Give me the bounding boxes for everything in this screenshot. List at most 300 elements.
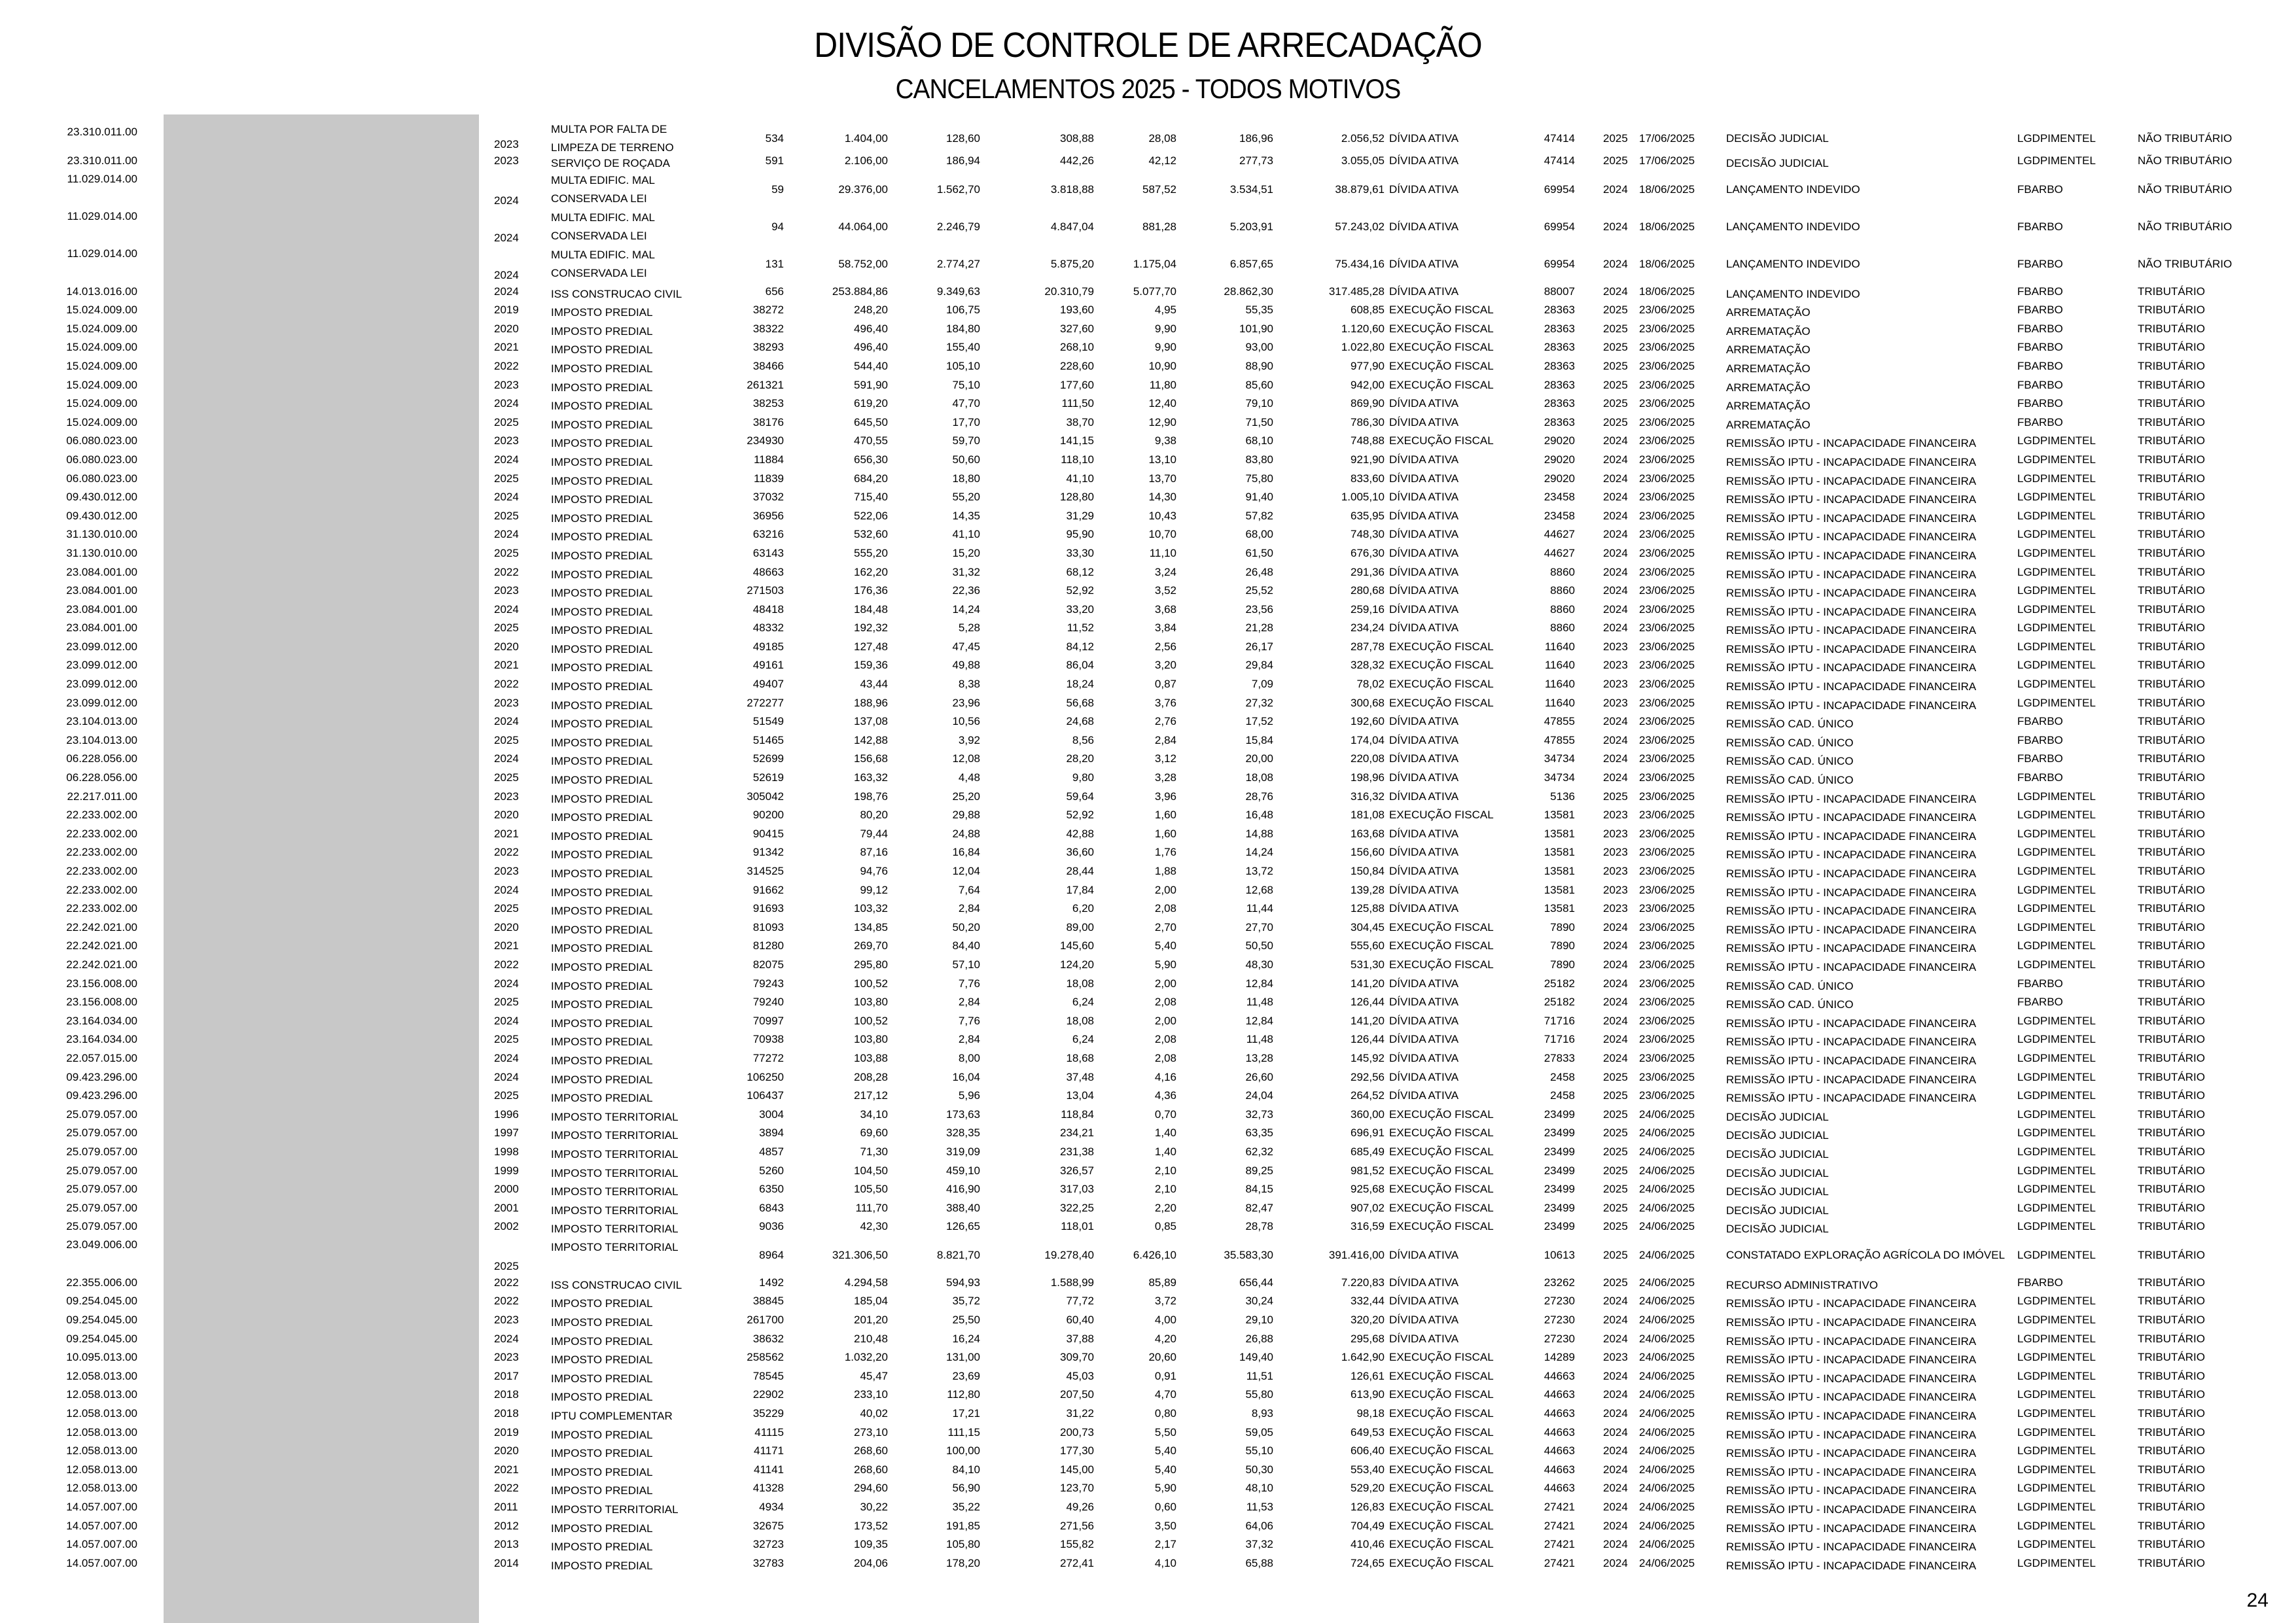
cancel-reason: REMISSÃO IPTU - INCAPACIDADE FINANCEIRA bbox=[1726, 1465, 1977, 1478]
user-name: LGDPIMENTEL bbox=[2017, 1501, 2096, 1513]
tax-year: 2025 bbox=[494, 415, 519, 428]
total-value: 529,20 bbox=[1351, 1482, 1385, 1495]
other-value: 14,24 bbox=[1245, 846, 1273, 859]
other-value: 91,40 bbox=[1245, 491, 1273, 504]
process-number: 47414 bbox=[1544, 131, 1575, 145]
fine-value: 0,87 bbox=[1154, 678, 1176, 691]
user-name: FBARBO bbox=[2017, 715, 2063, 728]
table-row bbox=[0, 526, 2296, 545]
fine-value: 881,28 bbox=[1142, 220, 1176, 234]
process-year: 2023 bbox=[1603, 1351, 1628, 1364]
process-number: 23499 bbox=[1544, 1183, 1575, 1196]
process-year: 2025 bbox=[1603, 341, 1628, 354]
other-value: 149,40 bbox=[1239, 1351, 1273, 1364]
process-number: 29020 bbox=[1544, 453, 1575, 466]
table-row bbox=[0, 1536, 2296, 1555]
situation: EXECUÇÃO FISCAL bbox=[1389, 1388, 1494, 1401]
cancel-date: 23/06/2025 bbox=[1639, 584, 1695, 597]
process-number: 23499 bbox=[1544, 1108, 1575, 1121]
revenue-type: TRIBUTÁRIO bbox=[2138, 1201, 2205, 1214]
other-value: 17,52 bbox=[1245, 715, 1273, 728]
fine-value: 587,52 bbox=[1142, 183, 1176, 196]
cancel-date: 23/06/2025 bbox=[1639, 865, 1695, 877]
principal-value: 99,12 bbox=[860, 883, 888, 896]
cancel-date: 23/06/2025 bbox=[1639, 790, 1695, 803]
other-value: 30,24 bbox=[1245, 1295, 1273, 1308]
cancel-reason: REMISSÃO CAD. ÚNICO bbox=[1726, 718, 1854, 731]
principal-value: 176,36 bbox=[854, 584, 888, 597]
tax-year: 2021 bbox=[494, 1463, 519, 1476]
revenue-type: TRIBUTÁRIO bbox=[2138, 771, 2205, 784]
property-id: 11.029.014.00 bbox=[67, 247, 137, 260]
fine-value: 1,40 bbox=[1154, 1126, 1176, 1140]
cancel-date: 24/06/2025 bbox=[1639, 1482, 1695, 1495]
cancel-reason: REMISSÃO IPTU - INCAPACIDADE FINANCEIRA bbox=[1726, 811, 1977, 824]
interest-value: 111,15 bbox=[947, 1425, 980, 1439]
fine-value: 5,40 bbox=[1154, 1444, 1176, 1457]
tax-description: IMPOSTO PREDIAL bbox=[551, 306, 653, 319]
interest-value: 24,88 bbox=[952, 827, 980, 840]
property-id: 23.156.008.00 bbox=[66, 996, 137, 1009]
interest-value: 47,45 bbox=[952, 640, 980, 653]
fine-value: 10,90 bbox=[1148, 359, 1176, 372]
table-row bbox=[0, 358, 2296, 377]
launch-number: 48332 bbox=[752, 621, 784, 635]
user-name: LGDPIMENTEL bbox=[2017, 696, 2096, 709]
process-year: 2024 bbox=[1603, 1388, 1628, 1401]
fine-value: 85,89 bbox=[1148, 1276, 1176, 1289]
process-year: 2024 bbox=[1603, 546, 1628, 559]
tax-year: 2021 bbox=[494, 827, 519, 840]
property-id: 23.156.008.00 bbox=[66, 977, 137, 990]
revenue-type: TRIBUTÁRIO bbox=[2138, 602, 2205, 616]
process-year: 2024 bbox=[1603, 752, 1628, 765]
revenue-type: TRIBUTÁRIO bbox=[2138, 827, 2205, 840]
situation: DÍVIDA ATIVA bbox=[1389, 285, 1459, 298]
tax-description: IMPOSTO PREDIAL bbox=[551, 381, 653, 394]
total-value: 1.022,80 bbox=[1341, 341, 1385, 354]
other-value: 656,44 bbox=[1239, 1276, 1273, 1289]
process-number: 8860 bbox=[1550, 565, 1575, 578]
correction-value: 52,92 bbox=[1066, 809, 1094, 822]
property-id: 09.430.012.00 bbox=[66, 491, 137, 504]
tax-description: IMPOSTO PREDIAL bbox=[551, 923, 653, 936]
fine-value: 2,08 bbox=[1154, 902, 1176, 915]
process-year: 2024 bbox=[1603, 453, 1628, 466]
interest-value: 16,84 bbox=[952, 846, 980, 859]
other-value: 55,80 bbox=[1245, 1388, 1273, 1401]
tax-description: IMPOSTO PREDIAL bbox=[551, 829, 653, 843]
total-value: 316,59 bbox=[1351, 1220, 1385, 1233]
fine-value: 2,76 bbox=[1154, 715, 1176, 728]
revenue-type: TRIBUTÁRIO bbox=[2138, 509, 2205, 522]
process-year: 2025 bbox=[1603, 1220, 1628, 1233]
principal-value: 142,88 bbox=[854, 733, 888, 746]
process-number: 27421 bbox=[1544, 1519, 1575, 1532]
tax-description: IPTU COMPLEMENTAR bbox=[551, 1410, 673, 1423]
cancel-date: 24/06/2025 bbox=[1639, 1332, 1695, 1345]
user-name: LGDPIMENTEL bbox=[2017, 1407, 2096, 1420]
cancel-date: 18/06/2025 bbox=[1639, 183, 1695, 196]
property-id: 25.079.057.00 bbox=[66, 1201, 137, 1214]
correction-value: 145,00 bbox=[1060, 1463, 1094, 1476]
process-year: 2025 bbox=[1603, 1249, 1628, 1262]
correction-value: 272,41 bbox=[1060, 1556, 1094, 1569]
cancel-reason: DECISÃO JUDICIAL bbox=[1726, 1110, 1829, 1123]
correction-value: 1.588,99 bbox=[1050, 1276, 1094, 1289]
interest-value: 75,10 bbox=[952, 378, 980, 391]
tax-description: IMPOSTO PREDIAL bbox=[551, 1428, 653, 1441]
process-number: 2458 bbox=[1550, 1089, 1575, 1102]
launch-number: 35229 bbox=[752, 1407, 784, 1420]
tax-description: IMPOSTO PREDIAL bbox=[551, 1391, 653, 1404]
interest-value: 100,00 bbox=[946, 1444, 980, 1457]
total-value: 163,68 bbox=[1351, 827, 1385, 840]
interest-value: 2.774,27 bbox=[936, 258, 980, 271]
cancel-date: 23/06/2025 bbox=[1639, 752, 1695, 765]
launch-number: 41115 bbox=[754, 1425, 784, 1439]
property-id: 22.242.021.00 bbox=[66, 958, 137, 971]
property-id: 22.242.021.00 bbox=[66, 939, 137, 952]
principal-value: 134,85 bbox=[854, 920, 888, 934]
revenue-type: TRIBUTÁRIO bbox=[2138, 434, 2205, 447]
launch-number: 305042 bbox=[747, 790, 784, 803]
cancel-date: 24/06/2025 bbox=[1639, 1538, 1695, 1551]
process-number: 25182 bbox=[1544, 977, 1575, 990]
cancel-reason: REMISSÃO IPTU - INCAPACIDADE FINANCEIRA bbox=[1726, 1353, 1977, 1367]
process-number: 47855 bbox=[1544, 733, 1575, 746]
property-id: 06.080.023.00 bbox=[66, 453, 137, 466]
interest-value: 9.349,63 bbox=[936, 285, 980, 298]
fine-value: 4,36 bbox=[1154, 1089, 1176, 1102]
correction-value: 56,68 bbox=[1066, 696, 1094, 709]
process-number: 11640 bbox=[1544, 696, 1575, 709]
correction-value: 86,04 bbox=[1066, 659, 1094, 672]
cancel-date: 23/06/2025 bbox=[1639, 1051, 1695, 1064]
process-number: 25182 bbox=[1544, 996, 1575, 1009]
interest-value: 319,09 bbox=[946, 1145, 980, 1158]
property-id: 12.058.013.00 bbox=[66, 1407, 137, 1420]
fine-value: 2,08 bbox=[1154, 1033, 1176, 1046]
revenue-type: TRIBUTÁRIO bbox=[2138, 1369, 2205, 1382]
cancel-reason: REMISSÃO IPTU - INCAPACIDADE FINANCEIRA bbox=[1726, 605, 1977, 618]
interest-value: 4,48 bbox=[958, 771, 980, 784]
total-value: 280,68 bbox=[1351, 584, 1385, 597]
situation: DÍVIDA ATIVA bbox=[1389, 1089, 1459, 1102]
correction-value: 41,10 bbox=[1066, 472, 1094, 485]
interest-value: 5,28 bbox=[958, 621, 980, 635]
table-row bbox=[0, 1461, 2296, 1480]
process-year: 2024 bbox=[1603, 1295, 1628, 1308]
cancel-reason: REMISSÃO IPTU - INCAPACIDADE FINANCEIRA bbox=[1726, 1484, 1977, 1497]
principal-value: 217,12 bbox=[854, 1089, 888, 1102]
user-name: LGDPIMENTEL bbox=[2017, 1444, 2096, 1457]
table-row bbox=[0, 863, 2296, 882]
total-value: 75.434,16 bbox=[1335, 258, 1385, 271]
situation: DÍVIDA ATIVA bbox=[1389, 827, 1459, 840]
user-name: LGDPIMENTEL bbox=[2017, 790, 2096, 803]
correction-value: 31,29 bbox=[1066, 509, 1094, 522]
table-row bbox=[0, 919, 2296, 938]
fine-value: 4,20 bbox=[1154, 1332, 1176, 1345]
user-name: FBARBO bbox=[2017, 304, 2063, 317]
fine-value: 20,60 bbox=[1148, 1351, 1176, 1364]
tax-description: IMPOSTO PREDIAL bbox=[551, 736, 653, 749]
property-id: 06.080.023.00 bbox=[66, 472, 137, 485]
total-value: 1.120,60 bbox=[1341, 322, 1385, 335]
fine-value: 11,10 bbox=[1149, 546, 1176, 559]
principal-value: 268,60 bbox=[854, 1463, 888, 1476]
process-year: 2024 bbox=[1603, 1463, 1628, 1476]
tax-year: 2020 bbox=[494, 920, 519, 934]
total-value: 724,65 bbox=[1351, 1556, 1385, 1569]
property-id: 22.233.002.00 bbox=[66, 865, 137, 877]
cancel-reason: REMISSÃO IPTU - INCAPACIDADE FINANCEIRA bbox=[1726, 1316, 1977, 1329]
correction-value: 123,70 bbox=[1060, 1482, 1094, 1495]
cancel-reason: REMISSÃO IPTU - INCAPACIDADE FINANCEIRA bbox=[1726, 1036, 1977, 1049]
cancel-reason: REMISSÃO IPTU - INCAPACIDADE FINANCEIRA bbox=[1726, 923, 1977, 936]
tax-year: 2025 bbox=[494, 472, 519, 485]
correction-value: 268,10 bbox=[1060, 341, 1094, 354]
launch-number: 36956 bbox=[752, 509, 784, 522]
other-value: 68,10 bbox=[1245, 434, 1273, 447]
cancel-reason: REMISSÃO CAD. ÚNICO bbox=[1726, 998, 1854, 1011]
other-value: 89,25 bbox=[1245, 1164, 1273, 1177]
launch-number: 81093 bbox=[752, 920, 784, 934]
user-name: LGDPIMENTEL bbox=[2017, 1164, 2096, 1177]
table-row bbox=[0, 713, 2296, 732]
table-row bbox=[0, 1274, 2296, 1293]
launch-number: 70938 bbox=[752, 1033, 784, 1046]
tax-description: IMPOSTO PREDIAL bbox=[551, 792, 653, 805]
interest-value: 7,76 bbox=[958, 1014, 980, 1027]
principal-value: 233,10 bbox=[854, 1388, 888, 1401]
tax-description: IMPOSTO PREDIAL bbox=[551, 587, 653, 600]
tax-year: 2024 bbox=[494, 752, 519, 765]
user-name: FBARBO bbox=[2017, 996, 2063, 1009]
total-value: 264,52 bbox=[1351, 1089, 1385, 1102]
cancel-reason: REMISSÃO IPTU - INCAPACIDADE FINANCEIRA bbox=[1726, 680, 1977, 693]
other-value: 57,82 bbox=[1245, 509, 1273, 522]
process-number: 10613 bbox=[1544, 1249, 1575, 1262]
interest-value: 388,40 bbox=[946, 1201, 980, 1214]
other-value: 62,32 bbox=[1245, 1145, 1273, 1158]
launch-number: 49161 bbox=[752, 659, 784, 672]
process-number: 11640 bbox=[1544, 640, 1575, 653]
process-year: 2024 bbox=[1603, 1051, 1628, 1064]
launch-number: 5260 bbox=[759, 1164, 784, 1177]
process-number: 23499 bbox=[1544, 1220, 1575, 1233]
tax-description: IMPOSTO PREDIAL bbox=[551, 1522, 653, 1535]
launch-number: 51465 bbox=[752, 733, 784, 746]
launch-number: 94 bbox=[771, 220, 784, 234]
revenue-type: TRIBUTÁRIO bbox=[2138, 341, 2205, 354]
interest-value: 186,94 bbox=[946, 154, 980, 167]
launch-number: 79243 bbox=[752, 977, 784, 990]
other-value: 16,48 bbox=[1245, 809, 1273, 822]
fine-value: 2,10 bbox=[1154, 1183, 1176, 1196]
revenue-type: TRIBUTÁRIO bbox=[2138, 285, 2205, 298]
cancel-reason: REMISSÃO IPTU - INCAPACIDADE FINANCEIRA bbox=[1726, 661, 1977, 674]
cancel-date: 23/06/2025 bbox=[1639, 977, 1695, 990]
property-id: 15.024.009.00 bbox=[66, 359, 137, 372]
table-row bbox=[0, 826, 2296, 845]
tax-description: IMPOSTO PREDIAL bbox=[551, 867, 653, 880]
correction-value: 207,50 bbox=[1060, 1388, 1094, 1401]
tax-year: 2024 bbox=[494, 453, 519, 466]
cancel-date: 18/06/2025 bbox=[1639, 220, 1695, 234]
principal-value: 532,60 bbox=[854, 528, 888, 541]
table-row bbox=[0, 451, 2296, 470]
interest-value: 12,08 bbox=[952, 752, 980, 765]
process-year: 2024 bbox=[1603, 771, 1628, 784]
tax-year: 2022 bbox=[494, 1276, 519, 1289]
fine-value: 28,08 bbox=[1148, 131, 1176, 145]
situation: DÍVIDA ATIVA bbox=[1389, 865, 1459, 877]
user-name: LGDPIMENTEL bbox=[2017, 509, 2096, 522]
cancel-reason: LANÇAMENTO INDEVIDO bbox=[1726, 258, 1860, 271]
tax-description: IMPOSTO PREDIAL bbox=[551, 1541, 653, 1554]
tax-year: 2023 bbox=[494, 434, 519, 447]
property-id: 23.310.011.00 bbox=[67, 126, 137, 138]
process-number: 7890 bbox=[1550, 939, 1575, 952]
tax-year: 2024 bbox=[494, 268, 519, 281]
revenue-type: TRIBUTÁRIO bbox=[2138, 696, 2205, 709]
situation: EXECUÇÃO FISCAL bbox=[1389, 322, 1494, 335]
launch-number: 234930 bbox=[747, 434, 784, 447]
launch-number: 106437 bbox=[747, 1089, 784, 1102]
launch-number: 41141 bbox=[753, 1463, 784, 1476]
principal-value: 87,16 bbox=[860, 846, 888, 859]
interest-value: 10,56 bbox=[952, 715, 980, 728]
total-value: 141,20 bbox=[1351, 1014, 1385, 1027]
cancel-reason: REMISSÃO IPTU - INCAPACIDADE FINANCEIRA bbox=[1726, 829, 1977, 843]
cancel-date: 24/06/2025 bbox=[1639, 1369, 1695, 1382]
principal-value: 103,88 bbox=[854, 1051, 888, 1064]
interest-value: 106,75 bbox=[946, 304, 980, 317]
property-id: 25.079.057.00 bbox=[66, 1108, 137, 1121]
principal-value: 104,50 bbox=[854, 1164, 888, 1177]
principal-value: 496,40 bbox=[854, 322, 888, 335]
revenue-type: TRIBUTÁRIO bbox=[2138, 1126, 2205, 1140]
principal-value: 522,06 bbox=[854, 509, 888, 522]
revenue-type: TRIBUTÁRIO bbox=[2138, 678, 2205, 691]
cancel-reason: DECISÃO JUDICIAL bbox=[1726, 1166, 1829, 1179]
cancel-date: 23/06/2025 bbox=[1639, 322, 1695, 335]
process-number: 23499 bbox=[1544, 1126, 1575, 1140]
page-number: 24 bbox=[2246, 1590, 2269, 1611]
other-value: 27,32 bbox=[1245, 696, 1273, 709]
total-value: 553,40 bbox=[1351, 1463, 1385, 1476]
user-name: LGDPIMENTEL bbox=[2017, 1089, 2096, 1102]
process-year: 2025 bbox=[1603, 1276, 1628, 1289]
other-value: 29,10 bbox=[1245, 1314, 1273, 1327]
process-number: 28363 bbox=[1544, 322, 1575, 335]
tax-year: 2025 bbox=[494, 1033, 519, 1046]
fine-value: 13,70 bbox=[1148, 472, 1176, 485]
correction-value: 28,44 bbox=[1066, 865, 1094, 877]
process-year: 2024 bbox=[1603, 1033, 1628, 1046]
process-number: 27230 bbox=[1544, 1314, 1575, 1327]
launch-number: 38253 bbox=[752, 397, 784, 410]
process-year: 2025 bbox=[1603, 1070, 1628, 1083]
launch-number: 91662 bbox=[752, 883, 784, 896]
user-name: FBARBO bbox=[2017, 341, 2063, 354]
situation: EXECUÇÃO FISCAL bbox=[1389, 1108, 1494, 1121]
correction-value: 322,25 bbox=[1060, 1201, 1094, 1214]
fine-value: 2,84 bbox=[1154, 733, 1176, 746]
fine-value: 4,70 bbox=[1154, 1388, 1176, 1401]
fine-value: 9,90 bbox=[1154, 341, 1176, 354]
revenue-type: TRIBUTÁRIO bbox=[2138, 1295, 2205, 1308]
tax-year: 2013 bbox=[494, 1538, 519, 1551]
cancel-date: 24/06/2025 bbox=[1639, 1108, 1695, 1121]
process-year: 2023 bbox=[1603, 827, 1628, 840]
property-id: 09.254.045.00 bbox=[66, 1332, 137, 1345]
fine-value: 2,10 bbox=[1154, 1164, 1176, 1177]
principal-value: 156,68 bbox=[854, 752, 888, 765]
launch-number: 656 bbox=[765, 285, 784, 298]
other-value: 25,52 bbox=[1245, 584, 1273, 597]
tax-year: 2024 bbox=[494, 231, 519, 244]
tax-description: IMPOSTO TERRITORIAL bbox=[551, 1110, 679, 1123]
cancel-reason: REMISSÃO IPTU - INCAPACIDADE FINANCEIRA bbox=[1726, 568, 1977, 581]
correction-value: 20.310,79 bbox=[1044, 285, 1094, 298]
process-number: 27230 bbox=[1544, 1332, 1575, 1345]
tax-year: 2024 bbox=[494, 285, 519, 298]
user-name: LGDPIMENTEL bbox=[2017, 472, 2096, 485]
tax-year: 2021 bbox=[494, 939, 519, 952]
tax-description: IMPOSTO PREDIAL bbox=[551, 1073, 653, 1086]
revenue-type: TRIBUTÁRIO bbox=[2138, 809, 2205, 822]
situation: DÍVIDA ATIVA bbox=[1389, 902, 1459, 915]
total-value: 192,60 bbox=[1351, 715, 1385, 728]
property-id: 06.228.056.00 bbox=[66, 771, 137, 784]
other-value: 48,30 bbox=[1245, 958, 1273, 971]
launch-number: 90200 bbox=[752, 809, 784, 822]
principal-value: 44.064,00 bbox=[838, 220, 888, 234]
property-id: 23.164.034.00 bbox=[66, 1033, 137, 1046]
revenue-type: TRIBUTÁRIO bbox=[2138, 565, 2205, 578]
cancel-reason: ARREMATAÇÃO bbox=[1726, 381, 1810, 394]
other-value: 48,10 bbox=[1245, 1482, 1273, 1495]
cancel-date: 23/06/2025 bbox=[1639, 771, 1695, 784]
process-number: 23262 bbox=[1544, 1276, 1575, 1289]
correction-value: 228,60 bbox=[1060, 359, 1094, 372]
process-number: 44663 bbox=[1544, 1463, 1575, 1476]
principal-value: 173,52 bbox=[854, 1519, 888, 1532]
revenue-type: TRIBUTÁRIO bbox=[2138, 1108, 2205, 1121]
property-id: 23.310.011.00 bbox=[67, 154, 137, 167]
tax-year: 2023 bbox=[494, 378, 519, 391]
process-year: 2025 bbox=[1603, 378, 1628, 391]
tax-year: 2025 bbox=[494, 1259, 519, 1272]
table-row bbox=[0, 124, 2296, 152]
fine-value: 5,90 bbox=[1154, 1482, 1176, 1495]
property-id: 22.233.002.00 bbox=[66, 846, 137, 859]
tax-description: IMPOSTO PREDIAL bbox=[551, 455, 653, 468]
property-id: 25.079.057.00 bbox=[66, 1126, 137, 1140]
tax-description: IMPOSTO TERRITORIAL bbox=[551, 1129, 679, 1142]
situation: DÍVIDA ATIVA bbox=[1389, 1295, 1459, 1308]
situation: EXECUÇÃO FISCAL bbox=[1389, 1538, 1494, 1551]
table-row bbox=[0, 601, 2296, 620]
table-row bbox=[0, 152, 2296, 171]
total-value: 391.416,00 bbox=[1328, 1249, 1385, 1262]
principal-value: 269,70 bbox=[854, 939, 888, 952]
total-value: 608,85 bbox=[1351, 304, 1385, 317]
property-id: 09.430.012.00 bbox=[66, 509, 137, 522]
